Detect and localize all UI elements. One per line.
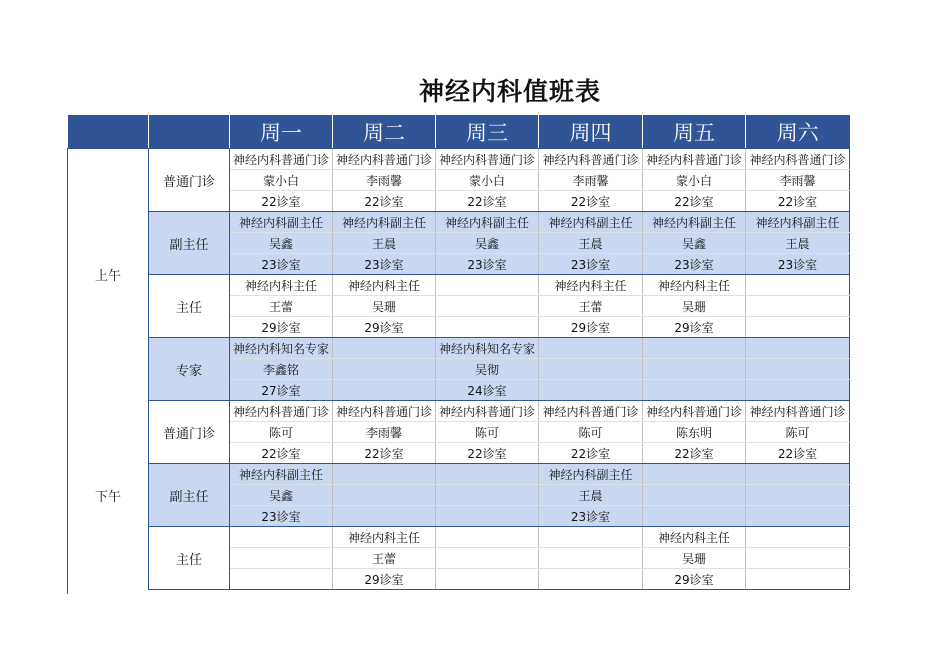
doctor-name-cell xyxy=(436,548,539,569)
room-cell: 23诊室 xyxy=(333,254,436,275)
clinic-type-cell: 神经内科普通门诊 xyxy=(643,149,746,170)
doctor-name-cell: 吴鑫 xyxy=(436,233,539,254)
day-header: 周六 xyxy=(746,115,850,149)
clinic-type-cell: 神经内科副主任 xyxy=(230,212,333,233)
category-label: 普通门诊 xyxy=(149,401,230,464)
room-cell xyxy=(539,569,643,590)
doctor-name-cell: 王蕾 xyxy=(230,296,333,317)
clinic-type-cell xyxy=(746,527,850,548)
schedule-row xyxy=(68,464,850,485)
room-cell xyxy=(746,506,850,527)
clinic-type-cell: 神经内科副主任 xyxy=(746,212,850,233)
room-cell xyxy=(436,506,539,527)
room-cell: 22诊室 xyxy=(333,191,436,212)
clinic-type-cell: 神经内科副主任 xyxy=(436,212,539,233)
clinic-type-cell: 神经内科普通门诊 xyxy=(436,401,539,422)
doctor-name-cell: 李雨馨 xyxy=(746,170,850,191)
doctor-name-cell: 陈可 xyxy=(746,422,850,443)
schedule-table xyxy=(67,115,850,590)
doctor-name-cell: 王蕾 xyxy=(333,548,436,569)
schedule-row xyxy=(68,338,850,359)
room-cell: 27诊室 xyxy=(230,380,333,401)
room-cell: 22诊室 xyxy=(643,443,746,464)
room-cell xyxy=(746,569,850,590)
doctor-name-cell: 蒙小白 xyxy=(643,170,746,191)
day-header: 周一 xyxy=(230,115,333,149)
category-label: 副主任 xyxy=(149,464,230,527)
doctor-name-cell: 李雨馨 xyxy=(333,170,436,191)
doctor-name-cell: 李雨馨 xyxy=(333,422,436,443)
room-cell: 23诊室 xyxy=(539,254,643,275)
period-label: 下午 xyxy=(68,401,149,590)
room-cell xyxy=(643,506,746,527)
doctor-name-cell: 陈可 xyxy=(230,422,333,443)
room-cell: 29诊室 xyxy=(333,569,436,590)
clinic-type-cell xyxy=(746,464,850,485)
clinic-type-cell: 神经内科知名专家 xyxy=(436,338,539,359)
doctor-name-cell xyxy=(230,548,333,569)
clinic-type-cell: 神经内科主任 xyxy=(643,527,746,548)
room-cell: 23诊室 xyxy=(436,254,539,275)
clinic-type-cell: 神经内科知名专家 xyxy=(230,338,333,359)
day-header: 周三 xyxy=(436,115,539,149)
room-cell: 22诊室 xyxy=(746,191,850,212)
schedule-row xyxy=(68,527,850,548)
doctor-name-cell xyxy=(539,359,643,380)
category-label: 普通门诊 xyxy=(149,149,230,212)
doctor-name-cell: 陈可 xyxy=(539,422,643,443)
clinic-type-cell: 神经内科普通门诊 xyxy=(539,149,643,170)
header-row xyxy=(68,115,850,149)
clinic-type-cell xyxy=(643,464,746,485)
room-cell xyxy=(436,569,539,590)
room-cell: 23诊室 xyxy=(230,506,333,527)
doctor-name-cell xyxy=(436,296,539,317)
clinic-type-cell xyxy=(436,464,539,485)
room-cell: 22诊室 xyxy=(230,443,333,464)
schedule-body xyxy=(68,149,850,590)
clinic-type-cell xyxy=(333,464,436,485)
room-cell: 22诊室 xyxy=(643,191,746,212)
room-cell: 23诊室 xyxy=(539,506,643,527)
room-cell: 29诊室 xyxy=(333,317,436,338)
category-label: 主任 xyxy=(149,275,230,338)
clinic-type-cell: 神经内科普通门诊 xyxy=(333,149,436,170)
schedule-row xyxy=(68,149,850,170)
room-cell: 29诊室 xyxy=(539,317,643,338)
room-cell: 29诊室 xyxy=(230,317,333,338)
clinic-type-cell: 神经内科普通门诊 xyxy=(230,401,333,422)
clinic-type-cell: 神经内科副主任 xyxy=(333,212,436,233)
clinic-type-cell xyxy=(333,338,436,359)
room-cell xyxy=(746,317,850,338)
clinic-type-cell xyxy=(746,338,850,359)
clinic-type-cell xyxy=(643,338,746,359)
doctor-name-cell xyxy=(436,485,539,506)
schedule-row xyxy=(68,401,850,422)
doctor-name-cell xyxy=(746,485,850,506)
day-header: 周四 xyxy=(539,115,643,149)
doctor-name-cell: 陈东明 xyxy=(643,422,746,443)
clinic-type-cell: 神经内科主任 xyxy=(643,275,746,296)
clinic-type-cell xyxy=(436,527,539,548)
day-header: 周五 xyxy=(643,115,746,149)
room-cell xyxy=(436,317,539,338)
doctor-name-cell xyxy=(746,548,850,569)
clinic-type-cell: 神经内科普通门诊 xyxy=(436,149,539,170)
room-cell xyxy=(539,380,643,401)
doctor-name-cell: 陈可 xyxy=(436,422,539,443)
room-cell: 23诊室 xyxy=(746,254,850,275)
header-blank-category xyxy=(149,115,230,149)
category-label: 专家 xyxy=(149,338,230,401)
doctor-name-cell: 王晨 xyxy=(539,233,643,254)
clinic-type-cell xyxy=(539,338,643,359)
period-column-edge xyxy=(67,580,68,594)
room-cell: 29诊室 xyxy=(643,569,746,590)
category-label: 主任 xyxy=(149,527,230,590)
doctor-name-cell: 蒙小白 xyxy=(436,170,539,191)
doctor-name-cell xyxy=(539,548,643,569)
clinic-type-cell xyxy=(746,275,850,296)
room-cell: 22诊室 xyxy=(436,191,539,212)
doctor-name-cell: 吴珊 xyxy=(643,296,746,317)
clinic-type-cell: 神经内科副主任 xyxy=(230,464,333,485)
doctor-name-cell xyxy=(643,359,746,380)
clinic-type-cell: 神经内科副主任 xyxy=(539,212,643,233)
schedule-row xyxy=(68,212,850,233)
doctor-name-cell: 蒙小白 xyxy=(230,170,333,191)
room-cell: 29诊室 xyxy=(643,317,746,338)
room-cell xyxy=(230,569,333,590)
clinic-type-cell: 神经内科普通门诊 xyxy=(746,149,850,170)
room-cell: 23诊室 xyxy=(230,254,333,275)
room-cell: 23诊室 xyxy=(643,254,746,275)
category-label: 副主任 xyxy=(149,212,230,275)
doctor-name-cell: 吴鑫 xyxy=(643,233,746,254)
room-cell xyxy=(333,506,436,527)
doctor-name-cell xyxy=(746,296,850,317)
doctor-name-cell xyxy=(333,359,436,380)
header-blank-period xyxy=(68,115,149,149)
doctor-name-cell xyxy=(746,359,850,380)
clinic-type-cell: 神经内科主任 xyxy=(333,527,436,548)
room-cell: 22诊室 xyxy=(230,191,333,212)
clinic-type-cell: 神经内科普通门诊 xyxy=(746,401,850,422)
room-cell: 22诊室 xyxy=(746,443,850,464)
schedule-row xyxy=(68,275,850,296)
clinic-type-cell: 神经内科普通门诊 xyxy=(333,401,436,422)
doctor-name-cell xyxy=(333,485,436,506)
clinic-type-cell: 神经内科普通门诊 xyxy=(643,401,746,422)
clinic-type-cell xyxy=(230,527,333,548)
room-cell: 22诊室 xyxy=(436,443,539,464)
doctor-name-cell: 王晨 xyxy=(539,485,643,506)
room-cell xyxy=(746,380,850,401)
doctor-name-cell: 吴鑫 xyxy=(230,233,333,254)
doctor-name-cell: 吴鑫 xyxy=(230,485,333,506)
clinic-type-cell: 神经内科普通门诊 xyxy=(230,149,333,170)
doctor-name-cell: 吴彻 xyxy=(436,359,539,380)
doctor-name-cell xyxy=(643,485,746,506)
day-header: 周二 xyxy=(333,115,436,149)
room-cell xyxy=(643,380,746,401)
clinic-type-cell xyxy=(436,275,539,296)
room-cell: 22诊室 xyxy=(539,443,643,464)
room-cell xyxy=(333,380,436,401)
page-title: 神经内科值班表 xyxy=(418,77,601,106)
doctor-name-cell: 吴珊 xyxy=(643,548,746,569)
clinic-type-cell: 神经内科副主任 xyxy=(643,212,746,233)
clinic-type-cell: 神经内科普通门诊 xyxy=(539,401,643,422)
period-label: 上午 xyxy=(68,149,149,401)
clinic-type-cell: 神经内科副主任 xyxy=(539,464,643,485)
room-cell: 22诊室 xyxy=(333,443,436,464)
clinic-type-cell: 神经内科主任 xyxy=(230,275,333,296)
room-cell: 22诊室 xyxy=(539,191,643,212)
doctor-name-cell: 李雨馨 xyxy=(539,170,643,191)
doctor-name-cell: 吴珊 xyxy=(333,296,436,317)
clinic-type-cell: 神经内科主任 xyxy=(333,275,436,296)
room-cell: 24诊室 xyxy=(436,380,539,401)
doctor-name-cell: 王蕾 xyxy=(539,296,643,317)
clinic-type-cell xyxy=(539,527,643,548)
doctor-name-cell: 王晨 xyxy=(333,233,436,254)
doctor-name-cell: 王晨 xyxy=(746,233,850,254)
doctor-name-cell: 李鑫铭 xyxy=(230,359,333,380)
clinic-type-cell: 神经内科主任 xyxy=(539,275,643,296)
